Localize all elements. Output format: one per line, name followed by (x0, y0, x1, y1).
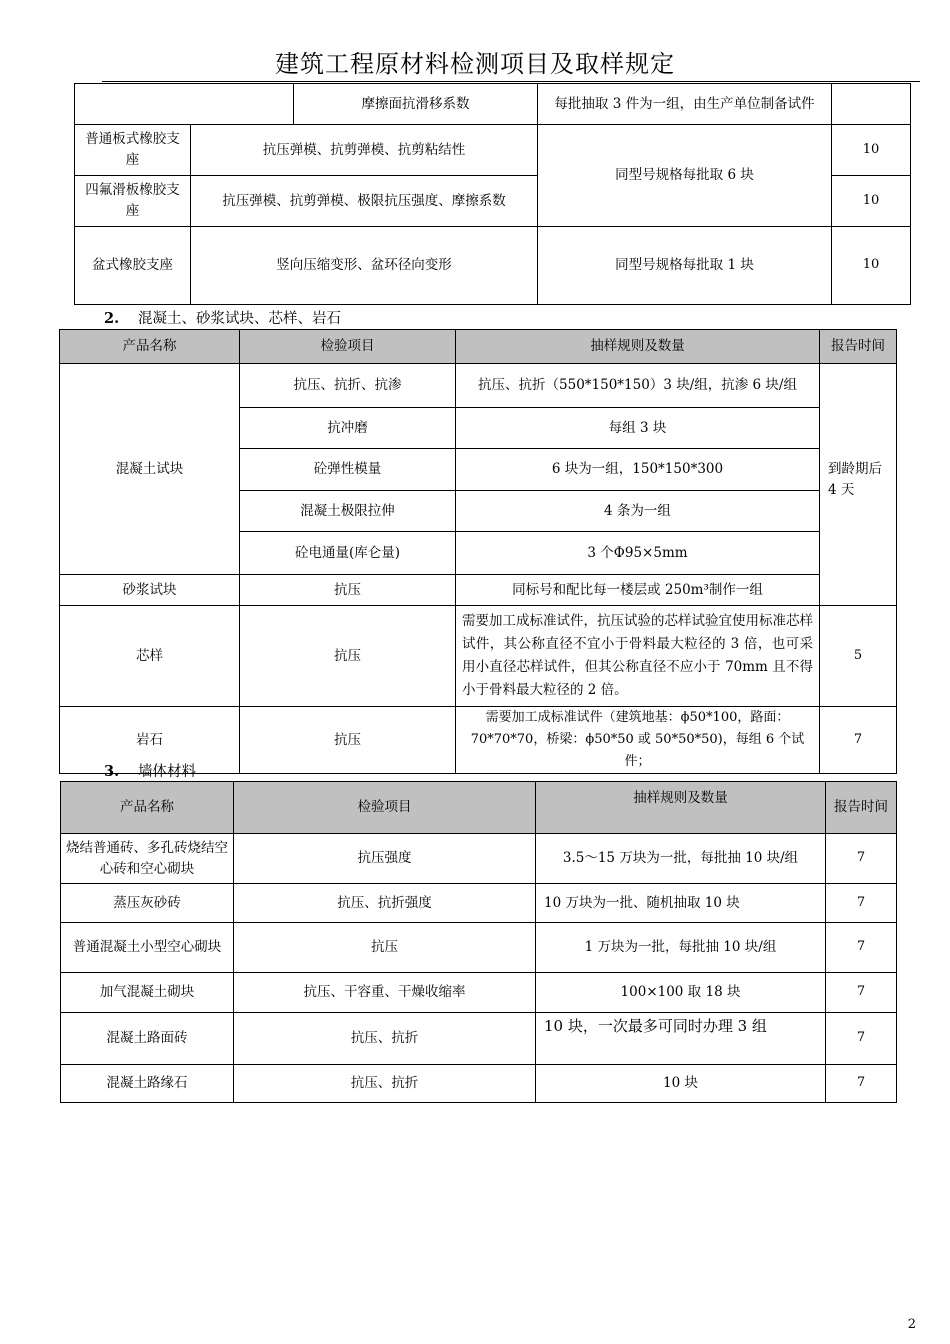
time-cell: 7 (826, 973, 897, 1013)
table-cell: 摩擦面抗滑移系数 (294, 84, 538, 125)
item-cell: 抗压弹模、抗剪弹模、极限抗压强度、摩擦系数 (191, 176, 538, 227)
table-row (60, 606, 897, 707)
time-cell: 10 (832, 125, 911, 176)
product-cell: 普通板式橡胶支座 (75, 125, 191, 176)
item-cell: 砼弹性模量 (240, 449, 456, 491)
time-cell: 5 (820, 606, 897, 707)
rule-cell: 同型号规格每批取 6 块 (538, 125, 832, 227)
table-cell (832, 84, 911, 125)
time-cell: 7 (826, 1013, 897, 1065)
item-cell: 竖向压缩变形、盆环径向变形 (191, 227, 538, 305)
table-row (75, 125, 911, 176)
time-cell: 10 (832, 176, 911, 227)
page-title: 建筑工程原材料检测项目及取样规定 (275, 50, 675, 78)
rule-cell: 3 个Φ95×5mm (456, 532, 820, 575)
header-time: 报告时间 (820, 330, 897, 364)
rule-cell: 4 条为一组 (456, 491, 820, 532)
page-number: 2 (907, 1317, 916, 1332)
header-rule: 抽样规则及数量 (456, 330, 820, 364)
item-cell: 抗冲磨 (240, 408, 456, 449)
time-cell: 7 (826, 884, 897, 923)
table-row (75, 84, 911, 125)
table-header-row (60, 330, 897, 364)
item-cell: 抗压强度 (234, 834, 536, 884)
product-cell: 蒸压灰砂砖 (61, 884, 234, 923)
time-cell: 7 (826, 834, 897, 884)
rule-cell: 10 块 (536, 1065, 826, 1103)
header-product: 产品名称 (60, 330, 240, 364)
table-row (61, 1065, 897, 1103)
time-cell: 7 (820, 707, 897, 774)
table-row (61, 923, 897, 973)
product-cell: 砂浆试块 (60, 575, 240, 606)
table-cell (75, 84, 294, 125)
table-cell: 每批抽取 3 件为一组，由生产单位制备试件 (538, 84, 832, 125)
rule-cell: 3.5～15 万块为一批，每批抽 10 块/组 (536, 834, 826, 884)
product-cell: 混凝土路缘石 (61, 1065, 234, 1103)
wall-material-table (60, 781, 897, 1103)
item-cell: 抗压 (240, 575, 456, 606)
rule-cell: 需要加工成标准试件（建筑地基：ϕ50*100，路面：70*70*70，桥梁：ϕ50*50 或 50*50*50)，每组 6 个试件； (456, 707, 820, 774)
time-cell: 7 (826, 1065, 897, 1103)
product-cell: 芯样 (60, 606, 240, 707)
section-heading-2 (104, 307, 341, 328)
section-number: 2. (104, 310, 120, 327)
rule-cell: 10 万块为一批、随机抽取 10 块 (536, 884, 826, 923)
header-item: 检验项目 (240, 330, 456, 364)
item-cell: 抗压、抗折强度 (234, 884, 536, 923)
item-cell: 抗压、抗折、抗渗 (240, 364, 456, 408)
bearing-table (74, 83, 911, 305)
item-cell: 抗压 (240, 707, 456, 774)
product-cell: 加气混凝土砌块 (61, 973, 234, 1013)
header-time: 报告时间 (826, 782, 897, 834)
item-cell: 抗压、抗折 (234, 1013, 536, 1065)
section-heading-3 (104, 760, 196, 781)
rule-cell: 同型号规格每批取 1 块 (538, 227, 832, 305)
item-cell: 混凝土极限拉伸 (240, 491, 456, 532)
header-item: 检验项目 (234, 782, 536, 834)
header-rule: 抽样规则及数量 (536, 782, 826, 834)
item-cell: 抗压、抗折 (234, 1065, 536, 1103)
table-row (61, 884, 897, 923)
rule-cell: 每组 3 块 (456, 408, 820, 449)
item-cell: 砼电通量(库仑量) (240, 532, 456, 575)
rule-cell: 10 块，一次最多可同时办理 3 组 (536, 1013, 826, 1065)
table-row (61, 1013, 897, 1065)
table-row (75, 227, 911, 305)
rule-cell: 同标号和配比每一楼层或 250m³制作一组 (456, 575, 820, 606)
product-cell: 岩石 (60, 707, 240, 774)
time-cell: 10 (832, 227, 911, 305)
product-cell: 普通混凝土小型空心砌块 (61, 923, 234, 973)
item-cell: 抗压、干容重、干燥收缩率 (234, 973, 536, 1013)
time-cell (820, 364, 897, 606)
rule-cell: 100×100 取 18 块 (536, 973, 826, 1013)
rule-cell: 需要加工成标准试件，抗压试验的芯样试验宜使用标准芯样试件，其公称直径不宜小于骨料最大粒径的 3 倍，也可采用小直径芯样试件，但其公称直径不应小于 70mm 且不得小于骨料最大粒径的 2 倍。 (456, 606, 820, 707)
title-rule (102, 81, 920, 82)
table-row (60, 364, 897, 408)
time-cell: 7 (826, 923, 897, 973)
product-cell: 混凝土试块 (60, 364, 240, 575)
concrete-table (59, 329, 897, 774)
product-cell: 混凝土路面砖 (61, 1013, 234, 1065)
time-text: 到龄期后 4 天 (828, 460, 882, 498)
rule-cell: 抗压、抗折（550*150*150）3 块/组，抗渗 6 块/组 (456, 364, 820, 408)
section-title: 墙体材料 (138, 764, 196, 780)
rule-cell: 6 块为一组，150*150*300 (456, 449, 820, 491)
table-row (61, 834, 897, 884)
section-number: 3. (104, 763, 120, 780)
table-row (61, 973, 897, 1013)
product-cell: 盆式橡胶支座 (75, 227, 191, 305)
item-cell: 抗压 (240, 606, 456, 707)
item-cell: 抗压 (234, 923, 536, 973)
header-product: 产品名称 (61, 782, 234, 834)
item-cell: 抗压弹模、抗剪弹模、抗剪粘结性 (191, 125, 538, 176)
product-cell: 烧结普通砖、多孔砖烧结空心砖和空心砌块 (61, 834, 234, 884)
table-row (60, 575, 897, 606)
section-title: 混凝土、砂浆试块、芯样、岩石 (138, 311, 341, 327)
table-header-row (61, 782, 897, 834)
product-cell: 四氟滑板橡胶支座 (75, 176, 191, 227)
rule-cell: 1 万块为一批，每批抽 10 块/组 (536, 923, 826, 973)
